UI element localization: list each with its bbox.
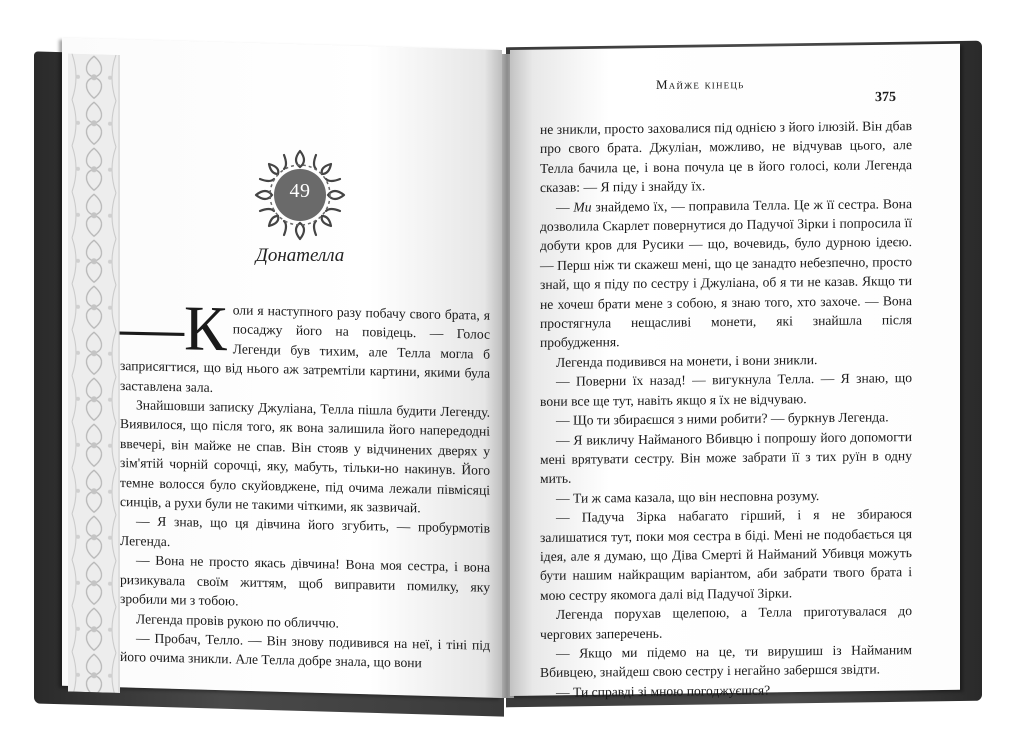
paragraph: Легенда порухав щелепою, а Телла приготувалася до чергових заперечень.	[540, 603, 912, 642]
paragraph: Знайшовши записку Джуліана, Телла пішла будити Легенду. Виявилося, що після того, як вона залишила його напередодні ввечері, він майже не спав. Він стояв у відчинених дверях у зім'ятій чорній сорочці, яку, мабуть, тільки-но накинув. Його темне волосся було скуйовджене, під очима лежали півмісяці синців, а рухи були не такими чіткими, як зазвичай.	[120, 397, 490, 516]
running-title: Майже кінець	[656, 76, 745, 93]
paragraph: — Ти ж сама казала, що він несповна розуму.	[556, 487, 820, 506]
paragraph: — Ми знайдемо їх, — поправила Телла. Це ж її сестра. Вона дозволила Скарлет повернутися до Падучої Зірки і попросила її добути кров для Русики — що, вочевидь, було дурною ідеєю. — Перш ніж ти скажеш мені, що це занадто небезпечно, просто знай, що я піду по сестру і Джуліана, об я ти не казав. Якщо ти не хочеш брати мене з собою, я знаю того, хто захоче. — Вона простягнула нещасливі монети, які знайшла після пробудження.	[540, 195, 912, 351]
paragraph: не зникли, просто заховалися під однією з його ілюзій. Він дбав про свого брата. Джуліан, можливо, не відчував цього, але Телла бачила це, і вона почула це в його голосі, коли Легенда сказав: — Я піду і знайду їх.	[540, 118, 912, 196]
paragraph: Легенда подивився на монети, і вони зникли.	[556, 351, 818, 370]
ornament-border-icon	[68, 54, 120, 693]
paragraph: — Ти справді зі мною погоджуєшся?	[556, 682, 771, 700]
paragraph: — Падуча Зірка набагато гірший, і я не збираюся залишатися тут, поки моя сестра в біді. Мені не подобається ця ідея, але я думаю, що Діва Смерті й Найманий Убивця можуть бути нашим найкращим варіантом, аби забрати твого брата і мою сестру якомога далі від Падучої Зірки.	[540, 506, 912, 603]
paragraph: — Я викличу Найманого Вбивцю і попрошу його допомогти мені врятувати сестру. Він може забрати її з тих руїн в одну мить.	[540, 428, 912, 487]
page-number: 375	[875, 89, 896, 106]
paragraph: — Поверни їх назад! — вигукнула Телла. — Я знаю, що вони все ще тут, навіть якщо я їх не відчуваю.	[540, 370, 912, 409]
paragraph: — Вона не просто якась дівчина! Вона моя сестра, і вона ризикувала своїм життям, щоб виправити помилку, яку зробили ми з тобою.	[120, 552, 490, 609]
chapter-title: Донателла	[255, 245, 345, 266]
paragraph: Легенда провів рукою по обличчю.	[136, 610, 339, 631]
dropcap: —К	[120, 291, 227, 365]
left-page-text	[120, 291, 490, 674]
paragraph: — Пробач, Телло. — Він знову подивився на неї, і тіні під його очима зникли. Але Телла добре знала, що вони	[120, 630, 490, 671]
paragraph: — Що ти збираєшся з ними робити? — буркнув Легенда.	[556, 409, 889, 428]
paragraph: — Якщо ми підемо на це, ти вирушиш із Найманим Вбивцею, знайдеш свою сестру і негайно забершся звідти.	[540, 642, 912, 681]
paragraph: — Я знав, що ця дівчина його згубить, — пробурмотів Легенда.	[120, 513, 490, 549]
opening-paragraph: —К оли я наступного разу побачу свого брата, я посаджу його на повідець. — Голос Легенди був тихим, але Телла могла б заприсягтися, що від нього аж затремтіли картини, якими була заставлена зала.	[120, 291, 490, 395]
right-page-text	[540, 116, 912, 702]
chapter-number: 49	[289, 180, 311, 202]
